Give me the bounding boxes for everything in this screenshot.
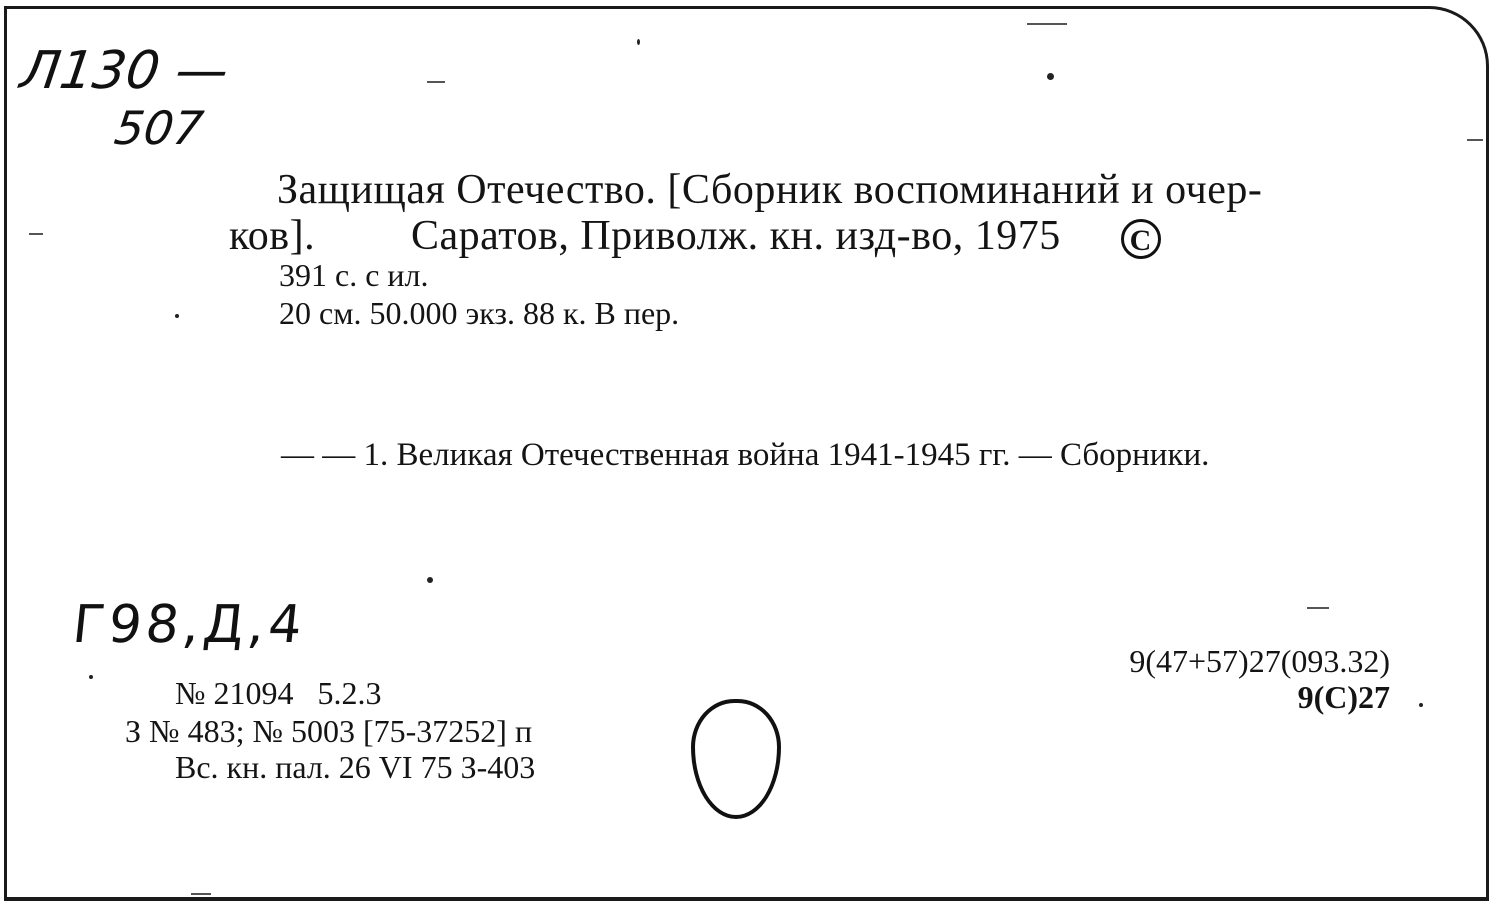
scan-speck (29, 233, 43, 235)
record-number-line-3: Вс. кн. пал. 26 VI 75 З-403 (175, 749, 536, 785)
scan-speck (1307, 607, 1329, 609)
shelfmark-line1: Л130 — (16, 41, 233, 101)
classification-line-2: 9(С)27 (1297, 679, 1390, 715)
oval-stamp-mark (691, 699, 781, 819)
scan-speck (191, 893, 211, 895)
title-line-1: Защищая Отечество. [Сборник воспоминаний и очер- (277, 167, 1263, 213)
collation-line-1: 391 с. с ил. (279, 257, 429, 293)
scan-speck (1419, 703, 1423, 707)
classification-line-1: 9(47+57)27(093.32) (1129, 643, 1390, 679)
collation-line-2: 20 см. 50.000 экз. 88 к. В пер. (279, 295, 680, 331)
title-line-2-imprint (411, 215, 1161, 259)
imprint-text: Саратов, Приволж. кн. изд-во, 1975 (411, 213, 1061, 259)
scan-speck (427, 81, 445, 83)
scan-speck (637, 39, 640, 45)
shelfmark-line2: 507 (111, 101, 207, 155)
record-number-line-2: З № 483; № 5003 [75-37252] п (125, 713, 533, 749)
scan-speck (1047, 73, 1054, 80)
record-number-line-1: № 21094 5.2.3 (175, 675, 382, 711)
scan-speck (1467, 139, 1483, 141)
title-line-2-left: ков]. (229, 213, 316, 259)
subject-heading: — — 1. Великая Отечественная война 1941-1945 гг. — Сборники. (281, 437, 1210, 473)
handwritten-code: Г98,Д,4 (69, 595, 309, 655)
scan-speck (89, 675, 93, 679)
scan-speck (175, 314, 179, 318)
catalog-card (4, 6, 1489, 901)
scan-speck (427, 577, 433, 583)
scan-speck (1027, 23, 1067, 25)
copyright-icon: C (1121, 219, 1161, 259)
